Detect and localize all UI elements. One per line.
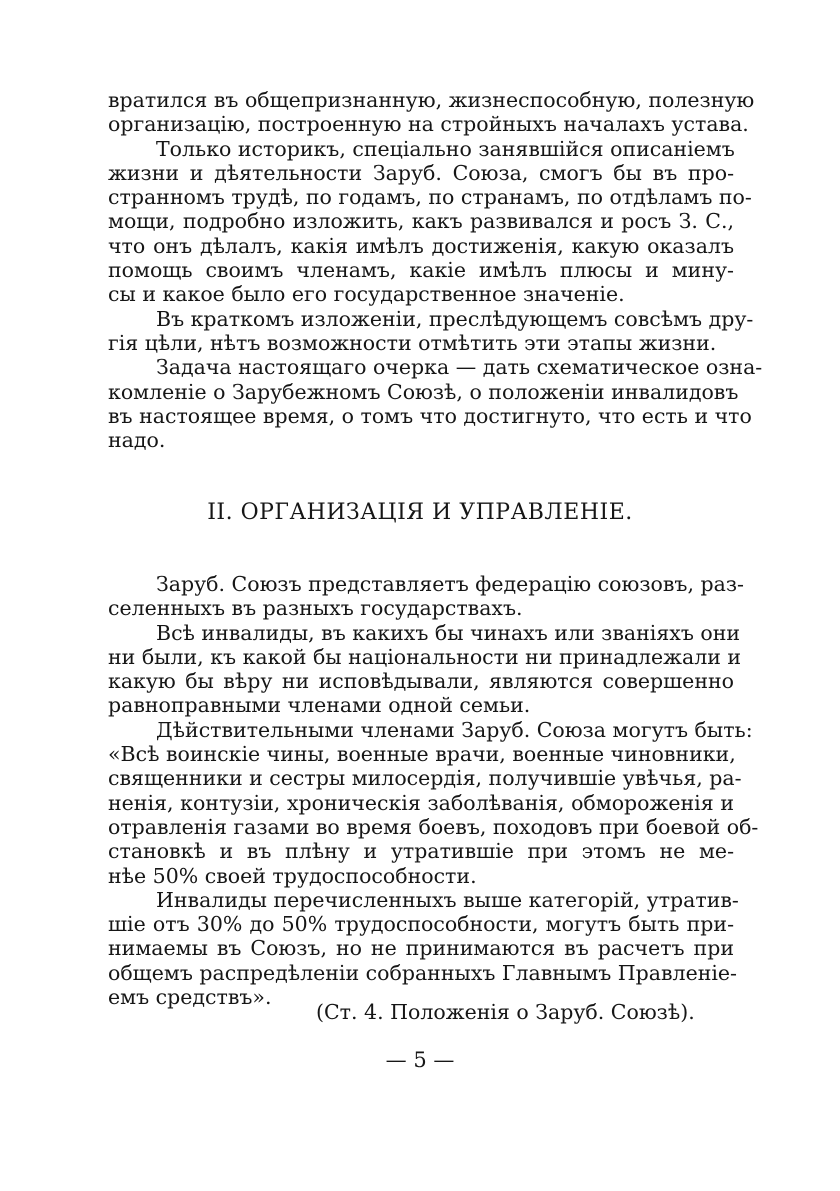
text-line: Дѣйствительными членами Заруб. Союза могутъ быть: (156, 717, 753, 742)
text-line: отравленія газами во время боевъ, походовъ при боевой об- (108, 814, 759, 839)
page-number: — 5 — (385, 1048, 455, 1072)
text-line: Только историкъ, спеціально занявшійся описаніемъ (156, 136, 735, 161)
text-line: Задача настоящаго очерка — дать схематическое озна- (156, 355, 763, 380)
text-line: Инвалиды перечисленныхъ выше категорій, утратив- (156, 887, 739, 912)
text-line: нѣе 50% своей трудоспособности. (108, 863, 477, 888)
text-line: становкѣ и въ плѣну и утратившіе при этомъ не ме- (108, 839, 734, 864)
section-heading: II. ОРГАНИЗАЦІЯ И УПРАВЛЕНІЕ. (207, 500, 633, 525)
text-line: «Всѣ воинскіе чины, военные врачи, военные чиновники, (108, 742, 736, 767)
text-line: Заруб. Союзъ представляетъ федерацію союзовъ, раз- (156, 572, 744, 596)
text-line: общемъ распредѣленіи собранныхъ Главнымъ Правленіе- (108, 960, 737, 985)
text-line: комленіе о Зарубежномъ Союзѣ, о положеніи инвалидовъ (108, 379, 739, 404)
text-line: священники и сестры милосердія, получившіе увѣчья, ра- (108, 766, 742, 791)
text-line: какую бы вѣру ни исповѣдывали, являются совершенно (108, 669, 734, 694)
text-line: гія цѣли, нѣтъ возможности отмѣтить эти этапы жизни. (108, 330, 717, 355)
text-line: жизни и дѣятельности Заруб. Союза, смогъ бы въ про- (108, 160, 734, 185)
organization-text-block (108, 572, 759, 1010)
text-line: ни были, къ какой бы національности ни принадлежали и (108, 644, 742, 669)
text-line: въ настоящее время, о томъ что достигнуто, что есть и что (108, 403, 752, 428)
text-line: странномъ трудѣ, по годамъ, по странамъ, по отдѣламъ по- (108, 185, 752, 210)
text-line: селенныхъ въ разныхъ государствахъ. (108, 596, 523, 621)
text-line: емъ средствъ». (108, 985, 272, 1010)
statute-citation: (Ст. 4. Положенія о Заруб. Союзѣ). (316, 1000, 695, 1024)
text-line: нимаемы въ Союзъ, но не принимаются въ расчетъ при (108, 936, 734, 961)
intro-text-block (108, 88, 763, 453)
text-line: помощь своимъ членамъ, какіе имѣлъ плюсы и мину- (108, 258, 734, 283)
text-line: равноправными членами одной семьи. (108, 693, 531, 718)
text-line: надо. (108, 428, 166, 453)
text-line: Всѣ инвалиды, въ какихъ бы чинахъ или званіяхъ они (156, 620, 741, 645)
text-line: вратился въ общепризнанную, жизнеспособную, полезную (108, 88, 755, 112)
text-line: шіе отъ 30% до 50% трудоспособности, могутъ быть при- (108, 912, 734, 937)
text-line: сы и какое было его государственное значеніе. (108, 282, 625, 307)
text-line: Въ краткомъ изложеніи, преслѣдующемъ совсѣмъ дру- (156, 306, 754, 331)
text-line: организацію, построенную на стройныхъ началахъ устава. (108, 112, 749, 137)
text-line: что онъ дѣлалъ, какія имѣлъ достиженія, какую оказалъ (108, 233, 734, 258)
text-line: мощи, подробно изложить, какъ развивался и росъ З. С., (108, 209, 734, 234)
text-line: ненія, контузіи, хроническія заболѣванія, обмороженія и (108, 790, 734, 815)
